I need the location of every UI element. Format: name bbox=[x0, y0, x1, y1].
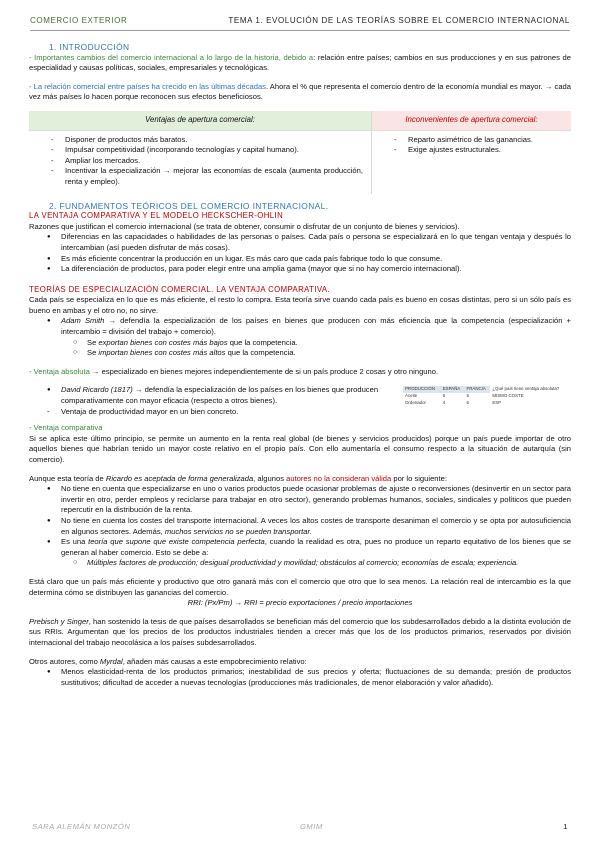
disadvantages-header: Inconvenientes de apertura comercial: bbox=[372, 111, 572, 130]
smith-list bbox=[29, 316, 571, 337]
production-col-header: FRANCIA bbox=[465, 386, 491, 393]
myrdal-list bbox=[29, 667, 571, 688]
advantages-list bbox=[37, 135, 363, 188]
table-cell: 4 bbox=[442, 400, 446, 406]
list-item: - Impulsar competitividad (incorporando tecnologías y capital humano). bbox=[51, 145, 363, 156]
list-item: - Incentivar la especialización → mejorar las economías de escala (aumenta producción, renta y empleo). bbox=[51, 166, 363, 187]
list-item: ● Es más eficiente concentrar la producción en un lugar. Es más caro que cada país fabrique todo lo que consume. bbox=[47, 254, 571, 265]
ricardo-dash-list bbox=[29, 407, 391, 418]
list-item: ○ Se importan bienes con costes más altos que la competencia. bbox=[73, 348, 571, 359]
advantages-header: Ventajas de apertura comercial: bbox=[29, 111, 372, 130]
page-header bbox=[30, 16, 570, 25]
page-number: 1 bbox=[563, 822, 568, 831]
list-item: ● No tiene en cuenta los costes del transporte internacional. A veces los altos costes de transporte desaniman el comercio y se opta por autosuficiencia en algunos sectores. Además, muchos servicios no se pueden transportar. bbox=[47, 516, 571, 537]
table-cell: 5 bbox=[442, 393, 446, 399]
subheading-teorias: TEORÍAS DE ESPECIALIZACIÓN COMERCIAL. LA VENTAJA COMPARATIVA. bbox=[29, 284, 331, 294]
list-item: ● Es una teoría que supone que existe competencia perfecta, cuando la realidad es otra, pues no produce un reparto equitativo de los bienes que se generan al haber comercio. Esto se debe a: bbox=[47, 537, 571, 558]
list-item: ● Adam Smith → defendía la especialización de los países en bienes que producen con más eficiencia que la competencia (especialización + intercambio = división del trabajo + comercio). bbox=[47, 316, 571, 337]
list-item: ● Menos elasticidad-renta de los productos primarios; inestabilidad de sus precios y oferta; fluctuaciones de su demanda; presión de productos sustitutivos; dificultad de acceder a nuevas tecnologías (producciones más tradicionales, de menor elaboración y valor añadido). bbox=[47, 667, 571, 688]
table-cell: Ordenador bbox=[405, 400, 426, 406]
header-course: COMERCIO EXTERIOR bbox=[30, 16, 128, 25]
list-item: ● La diferenciación de productos, para poder elegir entre una amplia gama (mayor que si no hay comercio internacional). bbox=[47, 264, 571, 275]
production-caption: ¿Qué país tiene ventaja absoluta? bbox=[490, 386, 569, 393]
ventaja-comparativa-text: Si se aplica este último principio, se permite un aumento en la renta real global (de bienes y servicios producidos) porque un país puede importar de otro aquellos bienes que habrían tenido un mayor coste relativo en el propio país. Con ello aumentaría el consumo respecto a la situación de autarquía (sin comercio). bbox=[29, 433, 571, 464]
production-col-header: ESPAÑA bbox=[441, 386, 465, 393]
ventaja-comparativa-label: - Ventaja comparativa bbox=[29, 423, 103, 433]
smith-sublist bbox=[29, 338, 571, 359]
rri-formula: RRI: (Px/Pm) → RRI = precio exportaciones / precio importaciones bbox=[187, 598, 413, 608]
table-row bbox=[403, 393, 569, 400]
table-cell: MISMO COSTE bbox=[492, 393, 524, 399]
production-col-header: PRODUCCIÓN bbox=[403, 386, 441, 393]
ricardo-text bbox=[29, 385, 391, 417]
table-row bbox=[403, 400, 569, 407]
section-heading-intro: 1. INTRODUCCIÓN bbox=[49, 42, 130, 52]
disadvantages-cell bbox=[372, 130, 572, 193]
page-body bbox=[29, 42, 571, 688]
table-cell: 5 bbox=[466, 393, 469, 399]
aunque-paragraph: Aunque esta teoría de Ricardo es aceptada de forma generalizada, algunos autores no la consideran válida por lo siguiente: bbox=[29, 473, 447, 483]
ricardo-list bbox=[29, 385, 391, 406]
esta-claro-paragraph: Está claro que un país más eficiente y productivo que otro ganará más con el comercio que otro que lo sea menos. La relación real de intercambio es la que determina cómo se distribuyen las ganancias del comercio. bbox=[29, 576, 571, 597]
advantages-table bbox=[29, 111, 571, 194]
razones-list bbox=[29, 232, 571, 274]
advantages-cell bbox=[29, 130, 372, 193]
list-item: ○ Múltiples factores de producción; desigual productividad y movilidad; obstáculos al comercio; economías de escala; experiencia. bbox=[73, 558, 571, 569]
production-table-header bbox=[403, 386, 569, 393]
list-item: ● David Ricardo (1817) → defendía la especialización de los países en los bienes que producen comparativamente con mayor eficacia (respecto a otros bienes). bbox=[47, 385, 391, 406]
table-cell: Aceite bbox=[405, 393, 418, 399]
otros-autores: Otros autores, como Myrdal, añaden más causas a este empobrecimiento relativo: bbox=[29, 656, 307, 666]
list-item: - Disponer de productos más baratos. bbox=[51, 135, 363, 146]
list-item: - Exige ajustes estructurales. bbox=[394, 145, 563, 156]
razones-intro: Razones que justifican el comercio internacional (se trata de obtener, consumir o disfrutar de un conjunto de bienes y servicios). bbox=[29, 221, 460, 231]
header-topic: TEMA 1. EVOLUCIÓN DE LAS TEORÍAS SOBRE EL COMERCIO INTERNACIONAL bbox=[228, 16, 570, 25]
list-item: - Ventaja de productividad mayor en un bien concreto. bbox=[47, 407, 391, 418]
disadvantages-list bbox=[380, 135, 563, 156]
criticas-sublist bbox=[29, 558, 571, 569]
criticas-list bbox=[29, 484, 571, 558]
list-item: ○ Se exportan bienes con costes más bajos que la competencia. bbox=[73, 338, 571, 349]
list-item: ● No tiene en cuenta que especializarse en uno o varios productos puede ocasionar problemas de ajuste o reconversiones (desinvertir en un sector para invertir en otro, perder empleos y reciclarse para trabajar en otro sector), generando problemas humanos, sociales, sindicales y políticos que pueden repercutir en la distribución de la renta. bbox=[47, 484, 571, 516]
footer-center: GMIM bbox=[300, 822, 323, 831]
ventaja-absoluta: - Ventaja absoluta → especializado en bienes mejores independientemente de si un país produce 2 cosas y otro ninguno. bbox=[29, 366, 439, 376]
production-table bbox=[403, 386, 569, 417]
section-heading-fundamentos: 2. FUNDAMENTOS TEÓRICOS DEL COMERCIO INTERNACIONAL. bbox=[49, 200, 329, 211]
teorias-intro: Cada país se especializa en lo que es más eficiente, el resto lo compra. Esta teoría sirve cuando cada país es bueno en cosas distintas, pero si un sólo país es bueno en ambas y el otro no, no sirve. bbox=[29, 295, 571, 315]
list-item: - Reparto asimétrico de las ganancias. bbox=[394, 135, 563, 146]
table-cell: ESP bbox=[492, 400, 502, 406]
prebisch-paragraph: Prebisch y Singer, han sostenido la tesis de que países desarrollados se benefician más del comercio que los subdesarrollados debido a la distinta evolución de sus RRIs. Argumentan que los precios de los productos industriales tienden a crecer más que los de los productos primarios, reservados por división internacional del trabajo neocolásica a los países subdesarrollados. bbox=[29, 616, 572, 647]
footer-author: SARA ALEMÁN MONZÓN bbox=[32, 822, 131, 831]
intro-paragraph-1: - Importantes cambios del comercio internacional a lo largo de la historia, debido a: relación entre países; cambios en sus producciones y en sus patrones de especialidad y causas políticas, sociales, empresariales y tecnológicas. bbox=[29, 52, 571, 73]
ricardo-block bbox=[29, 385, 571, 417]
page-footer bbox=[32, 822, 568, 831]
list-item: ● Diferencias en las capacidades o habilidades de las personas o países. Cada país o persona se especializará en lo que tengan ventaja y después lo intercambian (así pueden disfrutar de más cosas). bbox=[47, 232, 571, 253]
table-cell: 6 bbox=[466, 400, 469, 406]
list-item: - Ampliar los mercados. bbox=[51, 156, 363, 167]
header-rule bbox=[30, 30, 570, 31]
subheading-ventaja: LA VENTAJA COMPARATIVA Y EL MODELO HECKSCHER-OHLIN bbox=[29, 211, 284, 221]
intro-paragraph-2: - La relación comercial entre países ha crecido en las últimas décadas. Ahora el % que representa el comercio dentro de la economía mundial es mayor. → cada vez más países lo hacen porque reconocen sus efectos beneficiosos. bbox=[29, 81, 572, 102]
